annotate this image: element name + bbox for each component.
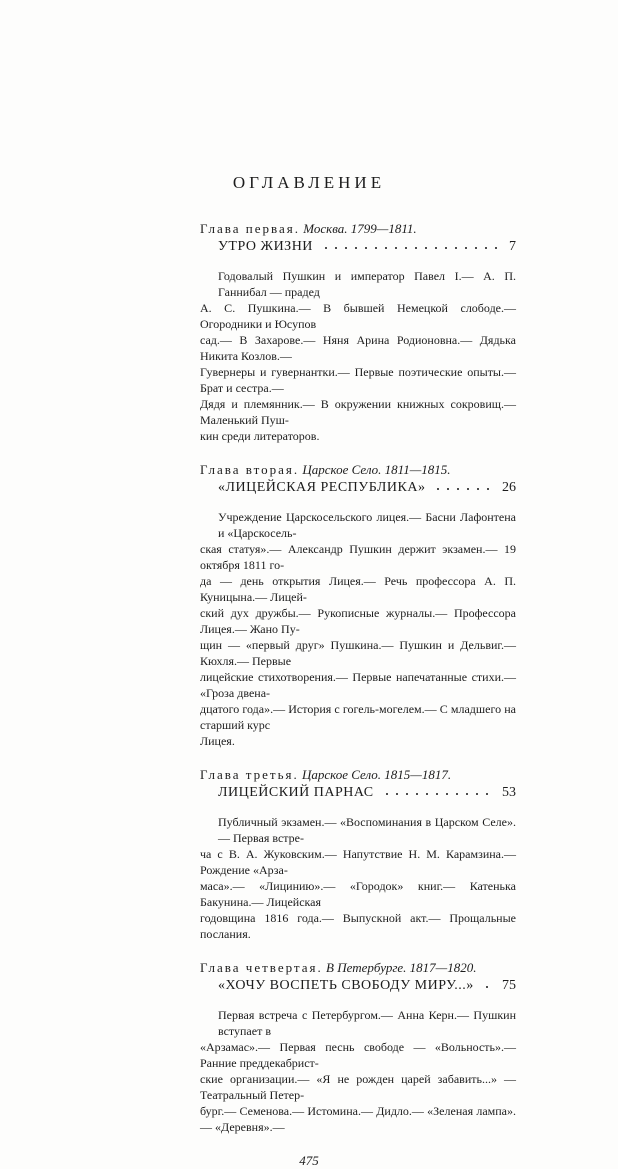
toc-chapter — [200, 221, 516, 444]
chapter-place-dates: Царское Село. 1815—1817. — [301, 767, 452, 782]
chapter-number: Глава вторая. — [200, 462, 300, 477]
summary-line: кин среди литераторов. — [200, 429, 320, 443]
table-of-contents — [200, 221, 516, 1135]
chapter-title: «ЛИЦЕЙСКАЯ РЕСПУБЛИКА» — [218, 480, 426, 495]
leader-dots — [482, 979, 494, 989]
leader-dots — [321, 240, 501, 250]
summary-line: А. С. Пушкина.— В бывшей Немецкой слободе.— Огородники и Юсупов — [200, 301, 516, 331]
page-title: ОГЛАВЛЕНИЕ — [232, 173, 386, 192]
summary-line: «Арзамас».— Первая песнь свободе — «Вольность».— Ранние преддекабрист- — [200, 1040, 516, 1070]
summary-line: ские организации.— «Я не рожден царей забавить...» — Театральный Петер- — [200, 1072, 516, 1102]
chapter-label — [200, 767, 516, 783]
chapter-page-number: 7 — [509, 239, 516, 254]
summary-line: ский дух дружбы.— Рукописные журналы.— Профессора Лицея.— Жано Пу- — [200, 606, 516, 636]
summary-line: дцатого года».— История с гогель-могелем.— С младшего на старший курс — [200, 702, 516, 732]
page-number: 475 — [299, 1153, 319, 1168]
chapter-summary — [200, 814, 516, 942]
summary-line: бург.— Семенова.— Истомина.— Дидло.— «Зеленая лампа».— «Деревня».— — [200, 1104, 516, 1134]
chapter-label — [200, 462, 516, 478]
summary-line: годовщина 1816 года.— Выпускной акт.— Прощальные послания. — [200, 911, 516, 941]
summary-line: Дядя и племянник.— В окружении книжных сокровищ.— Маленький Пуш- — [200, 397, 516, 427]
toc-entry[interactable] — [200, 238, 516, 255]
chapter-number: Глава третья. — [200, 767, 299, 782]
toc-chapter — [200, 767, 516, 942]
leader-dots — [433, 481, 494, 491]
chapter-number: Глава четвертая. — [200, 960, 323, 975]
summary-line: Публичный экзамен.— «Воспоминания в Царском Селе».— Первая встре- — [218, 815, 516, 845]
summary-line: Первая встреча с Петербургом.— Анна Керн.— Пушкин вступает в — [218, 1008, 516, 1038]
chapter-place-dates: Москва. 1799—1811. — [303, 221, 417, 236]
chapter-title: «ХОЧУ ВОСПЕТЬ СВОБОДУ МИРУ...» — [218, 978, 474, 993]
chapter-place-dates: Царское Село. 1811—1815. — [302, 462, 451, 477]
chapter-page-number: 75 — [502, 978, 516, 993]
toc-entry[interactable] — [200, 479, 516, 496]
chapter-title: УТРО ЖИЗНИ — [218, 239, 313, 254]
toc-entry[interactable] — [200, 977, 516, 994]
chapter-summary — [200, 1007, 516, 1135]
chapter-label — [200, 221, 516, 237]
summary-line: сад.— В Захарове.— Няня Арина Родионовна.— Дядька Никита Козлов.— — [200, 333, 516, 363]
summary-line: ская статуя».— Александр Пушкин держит экзамен.— 19 октября 1811 го- — [200, 542, 516, 572]
chapter-page-number: 26 — [502, 480, 516, 495]
chapter-summary — [200, 268, 516, 444]
toc-chapter — [200, 960, 516, 1135]
summary-line: щин — «первый друг» Пушкина.— Пушкин и Дельвиг.— Кюхля.— Первые — [200, 638, 516, 668]
summary-line: ча с В. А. Жуковским.— Напутствие Н. М. Карамзина.— Рождение «Арза- — [200, 847, 516, 877]
chapter-place-dates: В Петербурге. 1817—1820. — [326, 960, 477, 975]
leader-dots — [382, 786, 494, 796]
summary-line: Учреждение Царскосельского лицея.— Басни Лафонтена и «Царскосель- — [218, 510, 516, 540]
chapter-title: ЛИЦЕЙСКИЙ ПАРНАС — [218, 785, 374, 800]
summary-line: Годовалый Пушкин и император Павел I.— А. П. Ганнибал — прадед — [218, 269, 516, 299]
summary-line: да — день открытия Лицея.— Речь профессора А. П. Куницына.— Лицей- — [200, 574, 516, 604]
page — [0, 172, 618, 1169]
toc-chapter — [200, 462, 516, 749]
chapter-page-number: 53 — [502, 785, 516, 800]
summary-line: лицейские стихотворения.— Первые напечатанные стихи.— «Гроза двена- — [200, 670, 516, 700]
toc-entry[interactable] — [200, 784, 516, 801]
summary-line: маса».— «Лицинию».— «Городок» книг.— Катенька Бакунина.— Лицейская — [200, 879, 516, 909]
chapter-summary — [200, 509, 516, 749]
summary-line: Лицея. — [200, 734, 235, 748]
chapter-label — [200, 960, 516, 976]
chapter-number: Глава первая. — [200, 221, 300, 236]
summary-line: Гувернеры и гувернантки.— Первые поэтические опыты.— Брат и сестра.— — [200, 365, 516, 395]
